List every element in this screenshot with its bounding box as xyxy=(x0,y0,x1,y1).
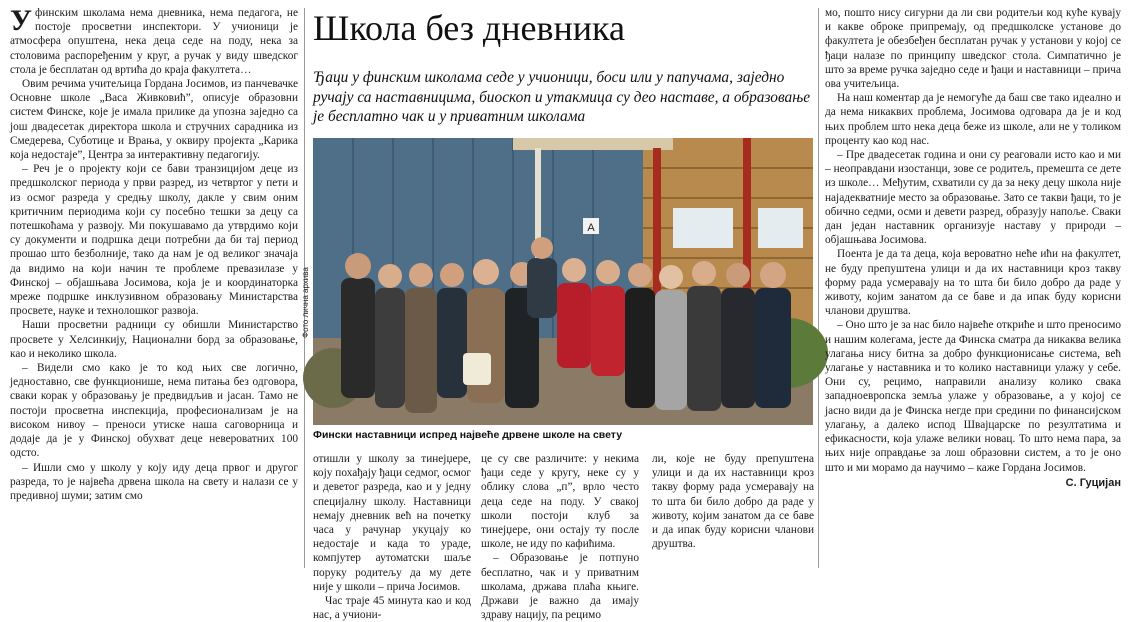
article-column-1 xyxy=(10,6,298,570)
paragraph: Наши просветни радници су обишли Министарство просвете у Хелсинкију, Национални борд за образовање, као и неколико школа. xyxy=(10,319,298,360)
article-column-5 xyxy=(825,6,1121,570)
author-signature: С. Гуцијан xyxy=(1065,476,1121,489)
article-column-2 xyxy=(313,452,471,622)
paragraph: Поента је да та деца, која вероватно неће ићи на факултет, не буду препуштена улици и да их наставници кроз такву форму рада усмеравају на то шта би било добро да раде у животу, којим занатом да се баве и да ипак буду корисни чланови друштва. xyxy=(825,248,1121,318)
building-sign-letter: A xyxy=(587,222,595,234)
paragraph: мо, пошто нису сигурни да ли сви родитељи код куће кувају и какве оброке припремају, од предшколске установе до факултета је обезбеђен бесплатан ручак у установи у којој се ђаци налазе по принципу шведског стола. Симпатично је што за време ручка заједно седе и ђаци и наставници – прича ова учитељица. xyxy=(825,7,1121,91)
headline: Школа без дневника xyxy=(313,8,625,48)
group-photo xyxy=(313,138,813,425)
drop-cap: У xyxy=(10,4,33,37)
paragraph: Овим речима учитељица Гордана Јосимов, из панчевачке Основне школе „Васа Живковић”, описује образовни систем Финске, које је имала прилике да упозна заједно са још двадесетак директора школа и стручних сарадника из Смедерева, Суботице и Врања, у оквиру пројекта „Карика која недостаје”, Центра за интерактивну педагогију. xyxy=(10,78,298,162)
paragraph: – Пре двадесетак година и они су реаговали исто као и ми – неоправдани изостанци, зове се родитељ, премешта се дете из школе… Међутим, схватили су да за неку децу школа није најадекватније место за образовање. Зато се такви ђаци, то је обично седми, осми и девети разред, образују напоље. Сваки дан један наставник организује наставу у природи – објашњава Јосимова. xyxy=(825,149,1121,247)
paragraph: – Образовање је потпуно бесплатно, чак и у приватним школама, држава плаћа књиге. Држави је важно да имају здраву нацију, па рецимо xyxy=(481,552,639,622)
article-column-4 xyxy=(652,452,814,572)
paragraph: ли, које не буду препуштена улици и да их наставници кроз такву форму рада усмеравају на то шта би било добро да раде у животу, којим занатом да се баве и да ипак буду корисни чланови друштва. xyxy=(652,453,814,551)
article-column-3 xyxy=(481,452,639,622)
paragraph: – Реч је о пројекту који се бави транзицијом деце из предшколског периода у први разред, из четвртог у пети и из осмог разреда у средњу школу, дакле у свим оним критичним периодима који су посебно тешки за децу са потешкоћама у развоју. Ми покушавамо да утврдимо који су документи и подршка деци потребни да би тај период прошао што безболније, тако да нам је од великог значаја да видимо на који начин те проблеме превазилазе у Финској – објашњава Јосимова, која је и координаторка мреже подршке инклузивном образовању Министарства просвете, науке и технолошког развоја. xyxy=(10,163,298,318)
paragraph: отишли у школу за тинејџере, коју похађају ђаци седмог, осмог и деветог разреда, као и у једну специјалну школу. Наставници немају дневник већ на почетку часа у рачунар укуцају ко недостаје и када то ураде, компјутер аутоматски шаље поруку родитељу да му дете није у школи – прича Јосимов. xyxy=(313,453,471,593)
group-photo-illustration xyxy=(313,138,813,425)
photo-credit: Фото лична архива xyxy=(301,267,310,338)
photo-caption: Фински наставници испред највеће дрвене школе на свету xyxy=(313,429,623,441)
paragraph: – Видели смо како је то код њих све логично, једноставно, све функционише, нема питања без одговора, сваки корак у образовању је предвидљив и јасан. Тамо не постоји просветна инспекција, професионализам је на високом нивоу – преноси утиске наша саговорница и додаје да је у Финској обухват деце невероватних 100 одсто. xyxy=(10,362,298,460)
paragraph: – Ишли смо у школу у коју иду деца првог и другог разреда, то је највећа дрвена школа на свету и налази се у предивној шуми; затим смо xyxy=(10,461,298,502)
column-divider xyxy=(818,8,819,568)
paragraph: На наш коментар да је немогуће да баш све тако идеално и да нема никаквих проблема, Јосимова одговара да је и код њих проблем што нека деца беже из школе, али не у толиком проценту као код нас. xyxy=(825,92,1121,147)
paragraph: Час траје 45 минута као и код нас, а учиони- xyxy=(313,595,471,622)
deck-subheading: Ђаци у финским школама седе у учионици, боси или у папучама, заједно ручају са наставницима, биоскоп и утакмица су део наставе, а образовање је бесплатно чак и у приватним школама xyxy=(313,69,811,125)
paragraph: – Оно што је за нас било највеће откриће и што преносимо и нашим колегама, јесте да Финска сматра да никаква велика улагања нису битна за добро функционисање система, већ улагање у наставника и то колико наставници улажу у себе. Они су, рецимо, направили анализу колико свака западноевропска земља улаже у образовање, а у којој се јасно види да је Финска негде при средини по финансијском улагању, а далеко испод Швајцарске по резултатима и ефикасности, која улаже велики новац. То што нема пара, за њих није оправдање за лош образовни систем, а то је оно што и ми морамо да научимо – каже Гордана Јосимов. xyxy=(825,319,1121,474)
paragraph: финским школама нема дневника, нема педагога, не постоје просветни инспектори. У учионици је атмосфера опуштена, нека деца седе на поду, нека за столовима распоређеним у круг, а ручак у виду шведског стола је бесплатан од вртића до краја факултета… xyxy=(10,7,298,76)
paragraph: це су све различите: у некима ђаци седе у кругу, неке су у облику слова „п”, врло често деца седе на поду. У свакој школи постоји клуб за тинејџере, они остају ту после школе, не иду по кафићима. xyxy=(481,453,639,551)
